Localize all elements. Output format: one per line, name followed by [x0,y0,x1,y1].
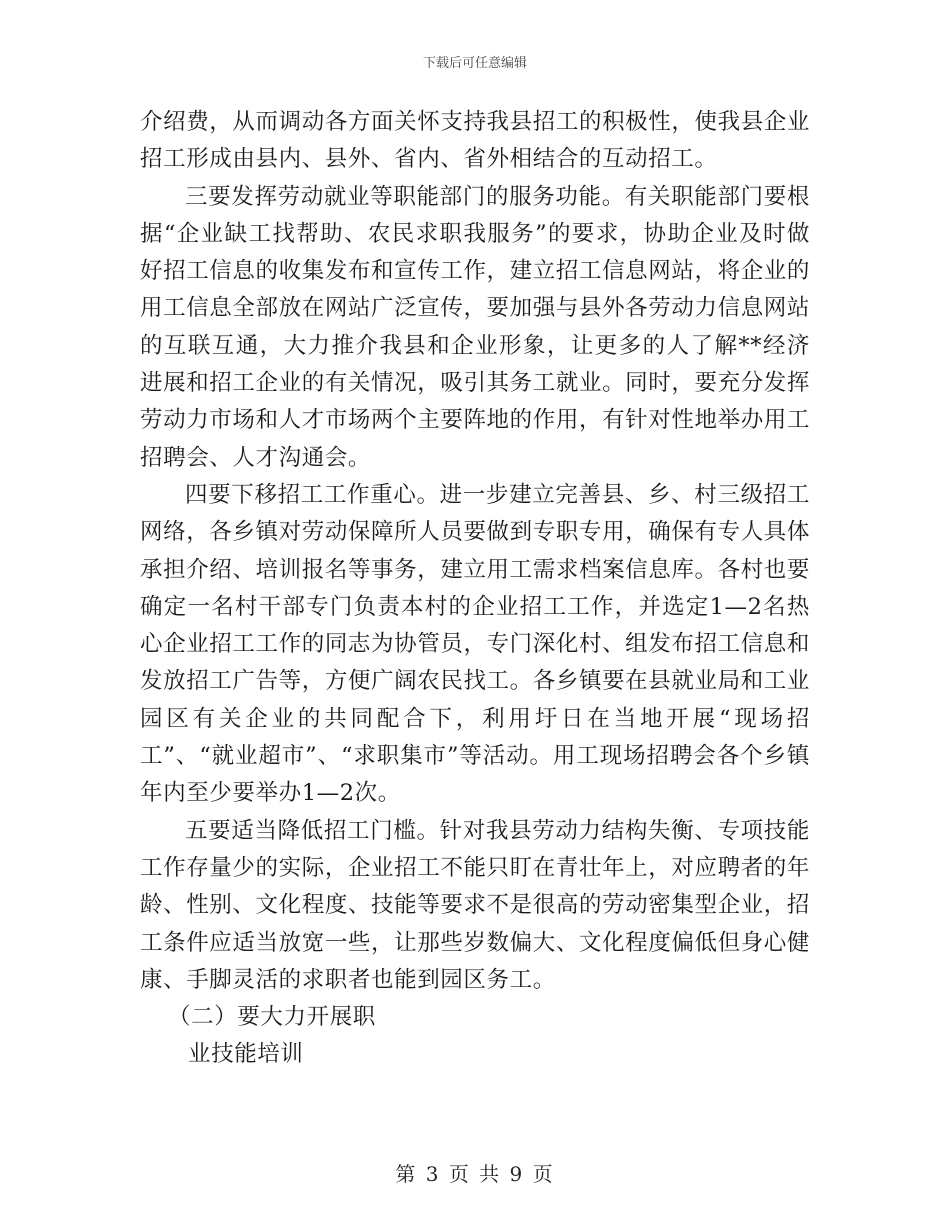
document-body [140,104,810,1074]
paragraph-3: 四要下移招工工作重心。进一步建立完善县、乡、村三级招工网络，各乡镇对劳动保障所人员要做到专职专用，确保有专人具体承担介绍、培训报名等事务，建立用工需求档案信息库。各村也要确定一名村干部专门负责本村的企业招工工作，并选定1—2名热心企业招工工作的同志为协管员，专门深化村、组发布招工信息和发放招工广告等，方便广阔农民找工。各乡镇要在县就业局和工业园区有关企业的共同配合下，利用圩日在当地开展“现场招工”、“就业超市”、“求职集市”等活动。用工现场招聘会各个乡镇年内至少要举办1—2次。 [140,481,810,807]
section-heading-line-1: （二）要大力开展职 [168,1004,376,1031]
page-footer: 第 3 页 共 9 页 [395,1162,555,1186]
paragraph-4: 五要适当降低招工门槛。针对我县劳动力结构失衡、专项技能工作存量少的实际，企业招工不能只盯在青壮年上，对应聘者的年龄、性别、文化程度、技能等要求不是很高的劳动密集型企业，招工条件应适当放宽一些，让那些岁数偏大、文化程度偏低但身心健康、手脚灵活的求职者也能到园区务工。 [140,817,810,993]
paragraph-1: 介绍费，从而调动各方面关怀支持我县招工的积极性，使我县企业招工形成由县内、县外、省内、省外相结合的互动招工。 [140,109,810,173]
paragraph-2: 三要发挥劳动就业等职能部门的服务功能。有关职能部门要根据“企业缺工找帮助、农民求职我服务”的要求，协助企业及时做好招工信息的收集发布和宣传工作，建立招工信息网站，将企业的用工信息全部放在网站广泛宣传，要加强与县外各劳动力信息网站的互联互通，大力推介我县和企业形象，让更多的人了解**经济进展和招工企业的有关情况，吸引其务工就业。同时，要充分发挥劳动力市场和人才市场两个主要阵地的作用，有针对性地举办用工招聘会、人才沟通会。 [140,183,810,471]
header-note: 下载后可任意编辑 [422,56,527,71]
section-heading-line-2: 业技能培训 [188,1041,304,1068]
